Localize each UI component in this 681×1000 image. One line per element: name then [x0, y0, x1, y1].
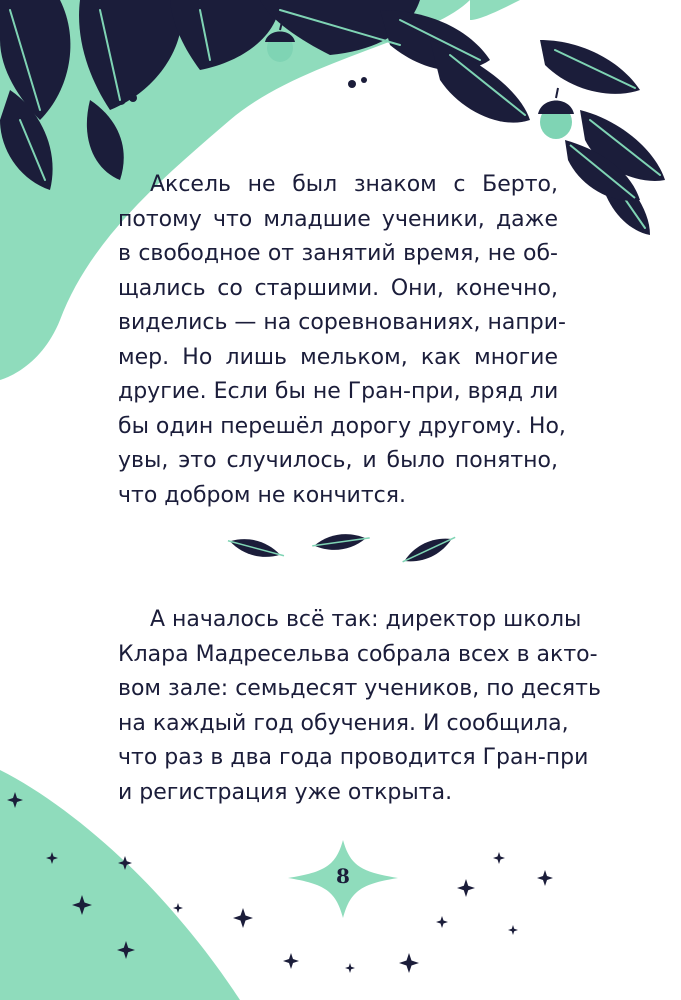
paragraph-line: другие. Если бы не Гран-при, вряд ли: [118, 379, 559, 404]
paragraph-line: что раз в два года проводится Гран-при: [118, 745, 589, 770]
paragraph-line: и регистрация уже открыта.: [118, 779, 453, 805]
acorn-icon: [538, 88, 574, 139]
paragraph-line: щались со старшими. Они, конечно,: [118, 275, 558, 301]
three-leaf-ornament-icon: [226, 530, 458, 568]
paragraph-line: виделись — на соревнованиях, напри-: [118, 310, 566, 335]
paragraph-line: что добром не кончится.: [118, 482, 406, 508]
paragraph-1: [118, 168, 566, 513]
paragraph-line: увы, это случилось, и было понятно,: [118, 448, 558, 473]
paragraph-line: бы один перешёл дорогу другому. Но,: [118, 413, 566, 439]
paragraph-line: А началось всё так: директор школы: [150, 607, 582, 632]
paragraph-2: [118, 603, 601, 810]
paragraph-line: в свободное от занятий время, не об-: [118, 241, 558, 266]
paragraph-line: потому что младшие ученики, даже: [118, 206, 558, 232]
top-right-mint-patch: [470, 0, 520, 20]
paragraph-line: вом зале: семьдесят учеников, по десять: [118, 676, 601, 701]
paragraph-line: Клара Мадресельва собрала всех в акто-: [118, 641, 598, 667]
paragraph-line: на каждый год обучения. И сообщила,: [118, 710, 569, 736]
paragraph-line: Аксель не был знаком с Берто,: [150, 172, 558, 197]
paragraph-line: мер. Но лишь мельком, как многие: [118, 344, 558, 370]
page-number: 8: [336, 864, 350, 888]
